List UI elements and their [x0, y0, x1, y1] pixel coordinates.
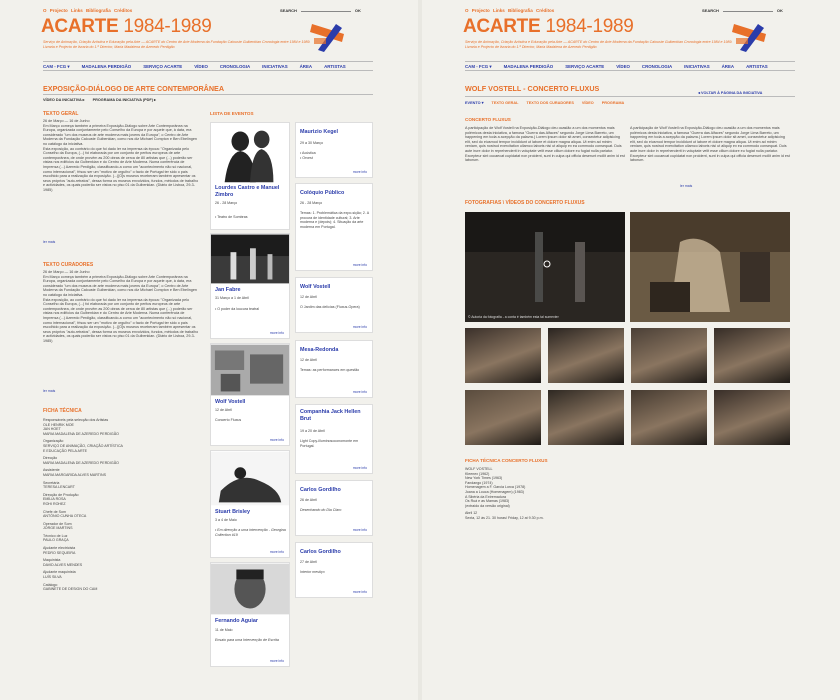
ficha-line: Operador de Som	[43, 521, 72, 526]
ficha-line: PAULO GRAÇA	[43, 538, 69, 543]
photo-thumbnail[interactable]	[465, 328, 541, 383]
event-desc: O Jardim das delícias (Fluxus-Opera)	[300, 305, 360, 309]
ficha-line: Responsáveis pela selecção dos Artistas	[43, 418, 109, 422]
ficha-line: Direcção de Produção	[43, 492, 79, 497]
ficha-line: EMÍLIA ROSA	[43, 497, 66, 502]
event-photo	[211, 234, 289, 284]
event-card[interactable]	[295, 277, 373, 333]
concerto-heading: CONCERTO FLUXUS	[465, 117, 511, 122]
event-desc: • Acústica • Orvest	[300, 151, 316, 160]
nav-item[interactable]: CAM - FCG ▾	[465, 64, 492, 69]
event-title[interactable]: Stuart Brisley	[215, 509, 251, 515]
subnav-curadores[interactable]: TEXTO DOS CURADORES	[526, 101, 574, 105]
acarte-emblem-icon	[308, 22, 348, 52]
subnav-evento[interactable]: EVENTO ▾	[465, 101, 484, 105]
event-date: 12 de Abril	[300, 295, 317, 299]
texto-geral-heading: TEXTO GERAL	[43, 111, 79, 117]
search-ok-button[interactable]: OK	[354, 8, 361, 13]
event-card[interactable]	[295, 480, 373, 536]
back-link[interactable]: ◂ VOLTAR À PÁGINA DA INICIATIVA	[698, 91, 763, 95]
event-card[interactable]	[295, 183, 373, 271]
ficha-line: Joana a Louca (Homenagem) (1983)	[465, 489, 524, 494]
ler-mais-link[interactable]: ler mais	[43, 240, 56, 244]
nav-item[interactable]: VÍDEO	[194, 64, 208, 69]
event-card[interactable]	[210, 122, 290, 230]
ficha-line: Homenagem a F. Garcia Lorca (1978)	[465, 485, 526, 490]
photo-thumbnail[interactable]	[714, 390, 790, 445]
ficha-line: Catálogo	[43, 582, 58, 587]
nav-item[interactable]: CRONOLOGIA	[219, 64, 251, 69]
site-header	[422, 0, 840, 82]
more-info-link[interactable]: more info	[352, 170, 367, 174]
event-date: 12 de Abril	[300, 358, 317, 362]
ficha-line: Fandango (1974)	[465, 480, 493, 485]
event-desc: • Em direcção a uma intervenção - Georgina Collection #19	[215, 528, 286, 537]
ficha-line: MARIA MARGARIDA ALVES MARTINS	[43, 472, 106, 477]
fotos-heading: FOTOGRAFIAS \ VÍDEOS DO CONCERTO FLUXUS	[465, 200, 585, 206]
acarte-emblem-icon	[730, 22, 770, 52]
event-photo	[211, 123, 289, 183]
ficha-line: Direcção	[43, 456, 58, 461]
ficha-tecnica-list	[43, 418, 193, 592]
more-info-link[interactable]: more info	[269, 438, 284, 442]
ficha-line: JAN HOET	[43, 427, 61, 432]
concerto-text-col1: A participação de Wolf Vostell na Exposição-Diálogo deu ocasião a um dos momentos mais polémicos desta iniciativa, a famosa "Guerra das Alfaces" segundo Jorge Lima Barreto, um happening em toda a acepção da palavra.( Lorem ipsum dolor sit amet, consectetur adipisicing elit, sed do eiusmod tempor incididunt ut labore et dolore magna aliqua. Ut enim ad minim veniam, quis nostrud exercitation ullamco laboris nisi ut aliquip ex ea commodo consequat. Duis aute irure dolor in reprehenderit in voluptate velit esse cillum dolore eu fugiat nulla pariatur. Excepteur sint occaecat cupidatat non proident, sunt in culpa qui officia deserunt mollit anim id est laborum.	[465, 126, 625, 163]
event-date: 26 - 28 Março	[215, 201, 238, 205]
ficha-line: MARIA MADALENA DE AZEREDO PERDIGÃO	[43, 431, 119, 436]
top-links[interactable]: O Projecto Links Bibliografia Créditos	[43, 8, 133, 13]
nav-item[interactable]: ÁREA	[299, 64, 313, 69]
main-nav	[465, 61, 795, 71]
ficha-line: (extraído da versão original)	[465, 503, 510, 508]
more-info-link[interactable]: more info	[352, 263, 367, 267]
more-info-link[interactable]: more info	[352, 528, 367, 532]
texto-curadores-body: 26 de Março — 16 de Junho Em Março começa também a primeira Exposição-Diálogo sobre Arte Contemporânea na Europa, organizada conjuntamente pelo Conselho da Europa e por aquele que, à data, era considerado "um dos museus de arte moderna mais jovens da Europa", o Centro de Arte Moderna da Fundação Calouste Gulbenkian, como nos diz Michael Compton e Ben Ebelingen no catálogo da iniciativa. Esta exposição, ao contrário do que foi dado ler na imprensa da época: "Organizada pelo Conselho da Europa, (...) foi elaborada por um conjunto de peritos europeus de arte contemporânea, de onde provêm as 200 obras de cerca de 80 artistas que (...) poderão ser vistas nos edifícios da Gulbenkian e do Centro de Arte Moderna. Numa conferência de Imprensa (...) Azeredo Perdigão, classificando-a como um "acontecimento não só nacional, como internacional", frisou ser um "motivo de orgulho" o facto de Portugal ter sido o país escolhido para a realização da exposição. (...)[O]s museus receberam também apresentar os seus próprios "auto-retratos", dessa forma os museus envolvidos, fundos, métodos de trabalho e actividades, os quais poderão ser vistos no piso 01 da Gulbenkian. (Diário de Lisboa, 29-3-1985)	[43, 270, 199, 343]
event-date: 3 a 4 de Maio	[215, 518, 237, 522]
nav-item[interactable]: MADALENA PERDIGÃO	[81, 64, 132, 69]
site-header	[0, 0, 418, 82]
ficha-line: Secretária	[43, 480, 60, 485]
ficha-line: SERVIÇO DE ANIMAÇÃO, CRIAÇÃO ARTÍSTICA	[43, 443, 123, 448]
ficha-line: GABINETE DE DESIGN DO CAM	[43, 587, 98, 592]
photo-thumbnail[interactable]	[631, 328, 707, 383]
main-photo[interactable]	[465, 212, 625, 322]
texto-geral-body: 26 de Março — 16 de Junho Em Março começa também a primeira Exposição-Diálogo sobre Arte Contemporânea na Europa, organizada conjuntamente pelo Conselho da Europa e por aquele que, à data, era considerado "um dos museus de arte moderna mais jovens da Europa", o Centro de Arte Moderna da Fundação Calouste Gulbenkian, como nos diz Michael Compton e Ben Ebelingen no catálogo da iniciativa. Esta exposição, ao contrário do que foi dado ler na imprensa da época: "Organizada pelo Conselho da Europa, (...) foi elaborada por um conjunto de peritos europeus de arte contemporânea, de onde provêm as 200 obras de cerca de 80 artistas que (...) poderão ser vistas nos edifícios da Gulbenkian e do Centro de Arte Moderna. Numa conferência de Imprensa (...) Azeredo Perdigão, classificando-a como um "acontecimento não só nacional, como internacional", frisou ser um "motivo de orgulho" o facto de Portugal ter sido o país escolhido para a realização da exposição. (...)[O]s museus receberam também apresentar os seus próprios "auto-retratos", dessa forma os museus envolvidos, fundos, métodos de trabalho e actividades, os quais poderão ser vistos no piso 01 da Gulbenkian. (Diário de Lisboa, 29-3-1985)	[43, 119, 199, 192]
event-date: 12 de Abril	[215, 408, 232, 412]
ficha-line: Ajudante maquinista	[43, 570, 76, 575]
photo-thumbnail[interactable]	[714, 328, 790, 383]
ficha-line: Assistente	[43, 468, 60, 473]
event-photo	[211, 451, 289, 506]
top-links[interactable]: O Projecto Links Bibliografia Créditos	[465, 8, 555, 13]
ficha-tecnica-heading: FICHA TÉCNICA	[43, 408, 82, 414]
main-photo-2[interactable]	[630, 212, 790, 322]
event-date: 26 de Abril	[300, 498, 317, 502]
event-title[interactable]: Jan Fabre	[215, 287, 241, 293]
event-date: 31 Março a 1 de Abril	[215, 296, 249, 300]
search-box[interactable]: SEARCH OK	[280, 8, 361, 13]
left-pane	[0, 0, 418, 700]
sub-nav	[43, 97, 164, 102]
subnav-texto-geral[interactable]: TEXTO GERAL	[491, 101, 519, 105]
event-desc: Desenhando do Dia Claro	[300, 508, 342, 512]
nav-item[interactable]: ARTISTAS	[324, 64, 346, 69]
event-photo	[211, 344, 289, 396]
event-card[interactable]	[210, 450, 290, 558]
event-desc: • Teatro de Sombras	[215, 215, 248, 219]
site-subtitle: Serviço de Animação, Criação Artística e Educação pela Arte — ACARTE do Centro de Arte Moderna da Fundação Calouste Gulbenkian Cronologia entre 1984 e 1989. Livraria e Projecto de livraria do 1.º Director, Maria Madalena de Azeredo Perdigão	[465, 40, 733, 49]
subnav-video[interactable]: VÍDEO	[581, 101, 594, 105]
more-info-link[interactable]: more info	[352, 390, 367, 394]
event-date: 29 a 30 Março	[300, 141, 323, 145]
nav-item[interactable]: ARTISTAS	[746, 64, 768, 69]
search-input[interactable]	[723, 11, 773, 12]
ficha-line: Sexta, 12 às 21. 30 horas/ Friday, 12 at 9.30 p.m.	[465, 515, 544, 520]
event-desc: Ensaio para uma Intervenção de Escrita	[215, 638, 279, 642]
search-ok-button[interactable]: OK	[776, 8, 783, 13]
nav-item[interactable]: SERVIÇO ACARTE	[565, 64, 605, 69]
ficha-line: PEDRO SEQUEIRA	[43, 550, 76, 555]
sub-nav	[465, 100, 632, 105]
event-card[interactable]	[295, 542, 373, 598]
nav-item[interactable]: SERVIÇO ACARTE	[143, 64, 183, 69]
event-title[interactable]: Wolf Vostell	[300, 284, 331, 290]
event-date: 11 de Maio	[215, 628, 233, 632]
event-desc: Temas: 1. Problemática da expo-sição; 2. A procura de identidade cultural; 3. Arte moderna e (depois); 4. Situação da arte moderna em Portugal.	[300, 211, 369, 229]
concerto-text-col2: A participação de Wolf Vostell na Exposição-Diálogo deu ocasião a um dos momentos mais polémicos desta iniciativa, a famosa "Guerra das Alfaces" segundo Jorge Lima Barreto, um happening em toda a acepção da palavra.( Lorem ipsum dolor sit amet, consectetur adipisicing elit, sed do eiusmod tempor incididunt ut labore et dolore magna aliqua. Ut enim ad minim veniam, quis nostrud exercitation ullamco laboris nisi ut aliquip ex ea commodo consequat. Duis aute irure dolor in reprehenderit in voluptate velit esse cillum dolore eu fugiat nulla pariatur. Excepteur sint occaecat cupidatat non proident, sunt in culpa qui officia deserunt mollit anim id est laborum.	[630, 126, 790, 163]
ficha-line: Ajudante electricista	[43, 546, 76, 551]
ficha-line: Kleenex (1962)	[465, 471, 490, 476]
more-info-link[interactable]: more info	[269, 331, 284, 335]
subnav-programa[interactable]: PROGRAMA DA INICIATIVA (PDF) ▸	[92, 98, 156, 102]
search-input[interactable]	[301, 11, 351, 12]
ficha-line: LUÍS SILVA	[43, 575, 62, 580]
nav-item[interactable]: CAM - FCG ▾	[43, 64, 70, 69]
search-box[interactable]: SEARCH OK	[702, 8, 783, 13]
event-desc: Temas: as performances em questão	[300, 368, 360, 372]
event-title[interactable]: Carlos Gordilho	[300, 549, 341, 555]
ficha-line: Os Ruá e as Mamas (1983)	[465, 499, 510, 504]
nav-item[interactable]: CRONOLOGIA	[641, 64, 673, 69]
ficha-line: Abril 12	[465, 511, 478, 516]
event-date: 19 a 20 de Abril	[300, 429, 325, 433]
ficha-tecnica-list	[465, 467, 665, 521]
ficha-line: JORGE MARTINS	[43, 526, 73, 531]
photo-thumbnail[interactable]	[548, 328, 624, 383]
ficha-line: A Sibéria da Extremadura	[465, 494, 506, 499]
ficha-line: WOLF VOSTELL	[465, 467, 493, 471]
event-card[interactable]	[295, 122, 373, 178]
lista-eventos-heading: LISTA DE EVENTOS	[210, 111, 254, 116]
page-title: EXPOSIÇÃO-DIÁLOGO DE ARTE CONTEMPORÂNEA	[43, 84, 225, 93]
ficha-line: New York Times (1963)	[465, 476, 503, 481]
ficha-line: Maquinista	[43, 558, 61, 563]
ficha-line: Organização	[43, 439, 64, 444]
nav-item[interactable]: INICIATIVAS	[262, 64, 288, 69]
photo-caption: © Autoria da fotografia - a conta é também esta tal sumexter	[468, 315, 559, 319]
ficha-line: ROHI ROHEZ	[43, 501, 66, 506]
ficha-line: OLE HENRIK MOE	[43, 422, 74, 427]
more-info-link[interactable]: more info	[269, 550, 284, 554]
ficha-line: DAVID ALVES MENDES	[43, 562, 83, 567]
ficha-line: Técnico de Luz	[43, 533, 68, 538]
main-nav	[43, 61, 373, 71]
event-title[interactable]: Fernando Aguiar	[215, 618, 258, 624]
event-date: 27 de Abril	[300, 560, 317, 564]
more-info-link[interactable]: more info	[352, 325, 367, 329]
ficha-heading: FICHA TÉCNICA CONCERTO FLUXUS	[465, 458, 548, 463]
subnav-video[interactable]: VÍDEO DA INICIATIVA ▸	[43, 98, 85, 102]
event-card[interactable]	[295, 340, 373, 398]
event-desc: • O poder da loucura teatral	[215, 307, 260, 311]
ler-mais-link[interactable]: ler mais	[43, 389, 56, 393]
event-title[interactable]: Lourdes Castro e Manuel Zimbro	[215, 185, 280, 198]
event-title[interactable]: Mesa-Redonda	[300, 347, 339, 353]
event-desc: Light Copy-illuminosoconomonte em Portugal.	[300, 439, 359, 448]
event-title[interactable]: Colóquio Público	[300, 190, 345, 196]
site-subtitle: Serviço de Animação, Criação Artística e Educação pela Arte — ACARTE do Centro de Arte Moderna da Fundação Calouste Gulbenkian Cronologia entre 1984 e 1989. Livraria e Projecto de livraria do 1.º Director, Maria Madalena de Azeredo Perdigão	[43, 40, 311, 49]
ficha-line: TERESA LENCART	[43, 485, 75, 490]
ficha-line: Chefe de Som	[43, 509, 66, 514]
more-info-link[interactable]: more info	[352, 590, 367, 594]
subnav-programa[interactable]: PROGRAMA	[601, 101, 625, 105]
event-date: 26 - 28 Março	[300, 201, 323, 205]
event-card[interactable]	[210, 562, 290, 667]
ficha-line: E EDUCAÇÃO PELA ARTE	[43, 448, 88, 453]
more-info-link[interactable]: more info	[352, 466, 367, 470]
event-title[interactable]: Carlos Gordilho	[300, 487, 341, 493]
event-title[interactable]: Companhia Jack Hellen Brut	[300, 409, 361, 422]
site-title[interactable]: ACARTE 1984-1989	[41, 16, 212, 37]
photo-thumbnail[interactable]	[465, 390, 541, 445]
event-card[interactable]	[210, 233, 290, 339]
right-pane	[422, 0, 840, 700]
nav-item[interactable]: ÁREA	[721, 64, 735, 69]
page-title: WOLF VOSTELL - CONCERTO FLUXUS	[465, 84, 600, 93]
ficha-line: ANTÓNIO CUNHA OTECA	[43, 514, 87, 519]
event-title[interactable]: Maurizio Kegel	[300, 129, 339, 135]
more-info-link[interactable]: more info	[269, 659, 284, 663]
texto-curadores-heading: TEXTO CURADORES	[43, 262, 94, 268]
ficha-line: MARIA MADALENA DE AZEREDO PERDIGÃO	[43, 460, 119, 465]
event-desc: Interior mestiço	[300, 570, 325, 574]
photo-thumbnail[interactable]	[548, 390, 624, 445]
event-desc: Concerto Fluxus	[215, 418, 242, 422]
event-card[interactable]	[295, 404, 373, 474]
nav-item[interactable]: INICIATIVAS	[684, 64, 710, 69]
event-title[interactable]: Wolf Vostell	[215, 399, 246, 405]
event-card[interactable]	[210, 343, 290, 446]
nav-item[interactable]: VÍDEO	[616, 64, 630, 69]
event-photo	[211, 563, 289, 615]
ler-mais-link[interactable]: ler mais	[680, 184, 693, 188]
nav-item[interactable]: MADALENA PERDIGÃO	[503, 64, 554, 69]
photo-thumbnail[interactable]	[631, 390, 707, 445]
site-title[interactable]: ACARTE 1984-1989	[463, 16, 634, 37]
